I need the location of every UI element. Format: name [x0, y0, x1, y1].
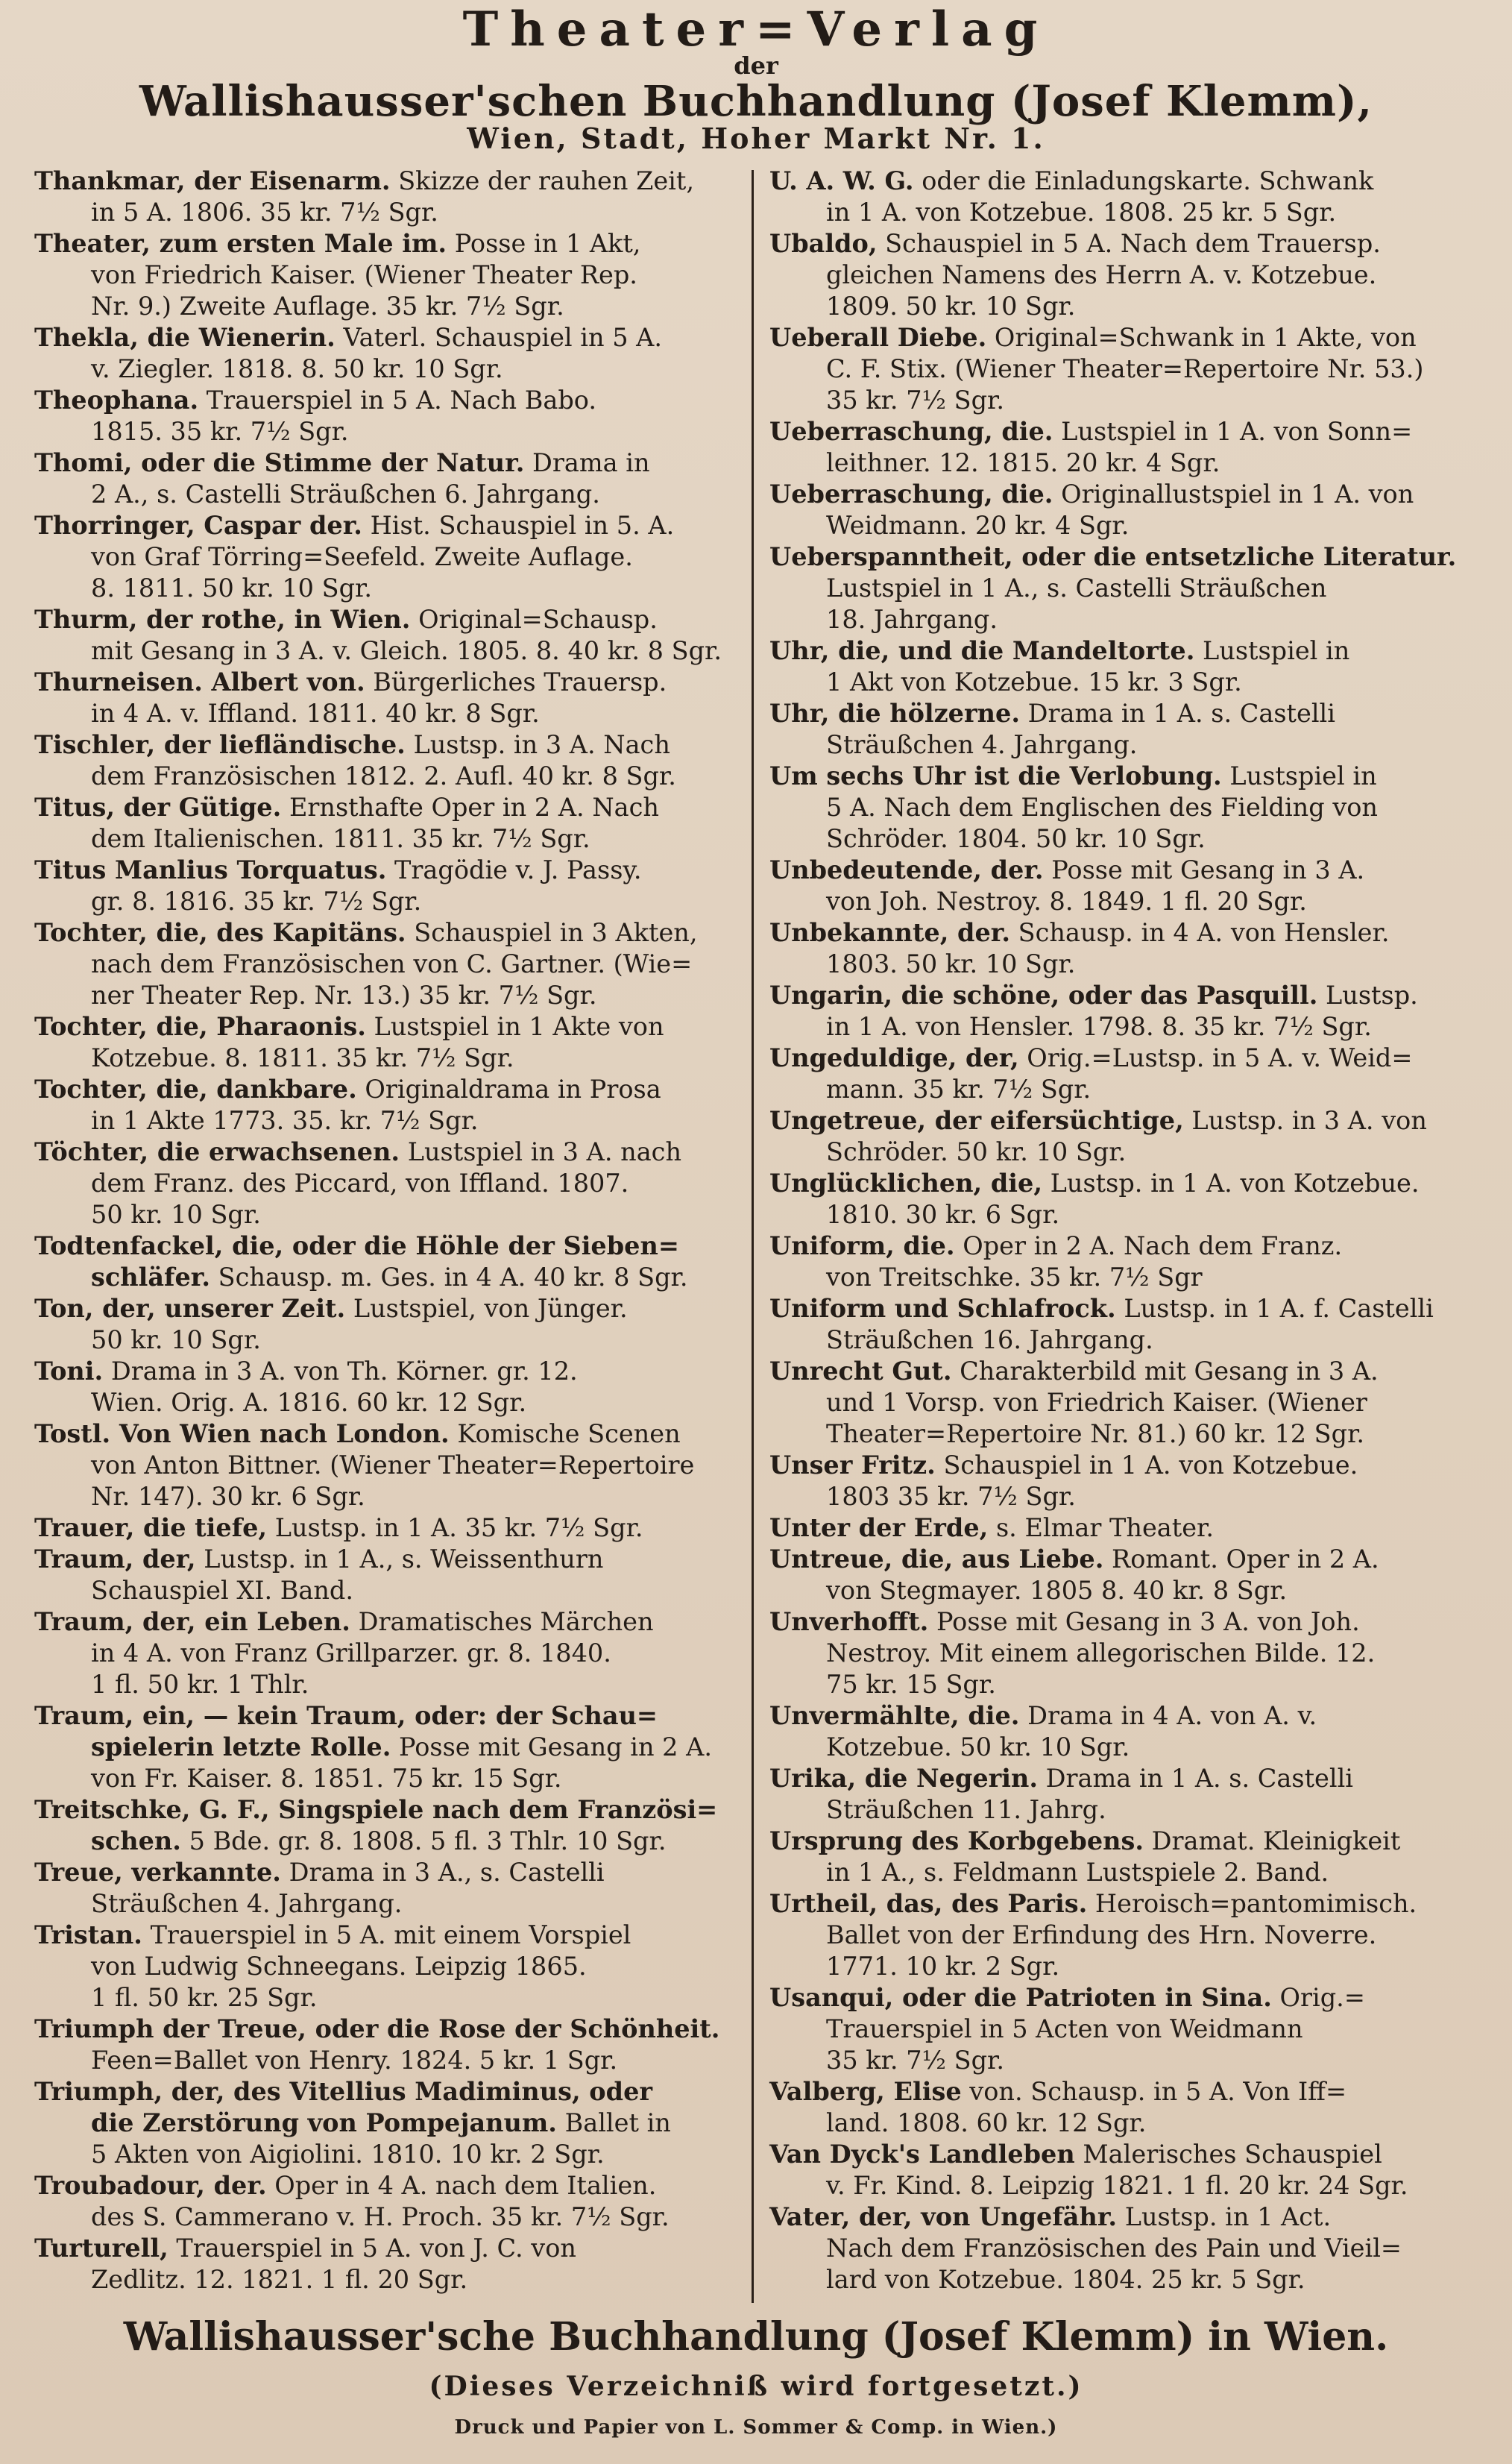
entry-title: Ungetreue, der eifersüchtige,	[769, 1106, 1184, 1135]
entry-details: Orig.= Trauerspiel in 5 Acten von Weidmann 35 kr. 7½ Sgr.	[826, 1983, 1365, 2075]
catalog-entry	[769, 2076, 1478, 2139]
catalog-entry	[34, 228, 741, 322]
entry-details: Lustspiel in 1 Akt von Kotzebue. 15 kr. 3 Sgr.	[826, 636, 1350, 697]
entry-title: Unrecht Gut.	[769, 1357, 952, 1386]
entry-title: Titus, der Gütige.	[34, 793, 282, 822]
column-divider	[752, 170, 754, 2303]
entry-details: Originallustspiel in 1 A. von Weidmann. 20 kr. 4 Sgr.	[826, 480, 1414, 540]
entry-details: Charakterbild mit Gesang in 3 A. und 1 Vorsp. von Friedrich Kaiser. (Wiener Theater=Repertoire Nr. 81.) 60 kr. 12 Sgr.	[826, 1357, 1379, 1448]
entry-title: Töchter, die erwachsenen.	[34, 1137, 400, 1166]
catalog-entry	[34, 166, 741, 228]
catalog-entry	[769, 1763, 1478, 1826]
entry-details: Drama in 1 A. s. Castelli Sträußchen 4. Jahrgang.	[826, 699, 1335, 759]
entry-details: 5 Bde. gr. 8. 1808. 5 fl. 3 Thlr. 10 Sgr.	[180, 1826, 667, 1855]
entry-details: Schausp. m. Ges. in 4 A. 40 kr. 8 Sgr.	[210, 1263, 688, 1292]
catalog-entry	[769, 1606, 1478, 1700]
catalog-entry	[34, 1857, 741, 1920]
catalog-entry	[34, 2233, 741, 2295]
entry-title: Unglücklichen, die,	[769, 1169, 1043, 1198]
entry-details: Lustsp. in 3 A. Nach dem Französischen 1812. 2. Aufl. 40 kr. 8 Sgr.	[91, 730, 676, 791]
entry-title: Thekla, die Wienerin.	[34, 323, 336, 352]
entry-title: Uhr, die, und die Mandeltorte.	[769, 636, 1195, 665]
entry-details: Komische Scenen von Anton Bittner. (Wiener Theater=Repertoire Nr. 147). 30 kr. 6 Sgr.	[91, 1419, 695, 1511]
catalog-entry	[769, 166, 1478, 228]
entry-title: U. A. W. G.	[769, 166, 914, 195]
entry-title: Tochter, die, des Kapitäns.	[34, 918, 406, 947]
catalog-entry	[769, 1700, 1478, 1763]
catalog-header	[34, 0, 1478, 155]
entry-details: Lustspiel in 3 A. nach dem Franz. des Piccard, von Iffland. 1807. 50 kr. 10 Sgr.	[91, 1137, 682, 1229]
catalog-entry	[769, 1293, 1478, 1356]
entry-title: Valberg, Elise	[769, 2077, 962, 2106]
catalog-entry	[769, 1356, 1478, 1450]
entry-title: Usanqui, oder die Patrioten in Sina.	[769, 1983, 1272, 2012]
catalog-columns	[34, 166, 1478, 2306]
entry-details: Posse mit Gesang in 2 A. von Fr. Kaiser. 8. 1851. 75 kr. 15 Sgr.	[91, 1732, 712, 1793]
entry-details: Posse mit Gesang in 3 A. von Joh. Nestroy. 8. 1849. 1 fl. 20 Sgr.	[826, 855, 1365, 916]
entry-details: Original=Schwank in 1 Akte, von C. F. Stix. (Wiener Theater=Repertoire Nr. 53.) 35 kr. 7½ Sgr.	[826, 323, 1424, 415]
catalog-entry	[34, 855, 741, 917]
entry-details: Drama in 2 A., s. Castelli Sträußchen 6. Jahrgang.	[91, 448, 650, 509]
entry-title: Ueberraschung, die.	[769, 417, 1053, 446]
catalog-entry	[34, 447, 741, 510]
entry-details: Dramat. Kleinigkeit in 1 A., s. Feldmann Lustspiele 2. Band.	[826, 1826, 1401, 1887]
entry-title: Trauer, die tiefe,	[34, 1513, 268, 1542]
entry-title: Unbekannte, der.	[769, 918, 1011, 947]
entry-title: Unverhofft.	[769, 1607, 929, 1636]
right-column	[756, 166, 1478, 2306]
entry-title: Treitschke, G. F., Singspiele nach dem Französi= schen.	[34, 1795, 718, 1855]
entry-title: Ubaldo,	[769, 229, 878, 258]
catalog-entry	[769, 761, 1478, 855]
catalog-entry	[34, 1920, 741, 2014]
entry-title: Thankmar, der Eisenarm.	[34, 166, 391, 195]
title-article: der	[734, 51, 778, 80]
entry-title: Theater, zum ersten Male im.	[34, 229, 447, 258]
catalog-entry	[769, 1512, 1478, 1544]
catalog-entry	[34, 1231, 741, 1293]
catalog-entry	[769, 322, 1478, 416]
entry-title: Urtheil, das, des Paris.	[769, 1889, 1088, 1918]
entry-title: Uhr, die hölzerne.	[769, 699, 1020, 728]
catalog-entry	[34, 1700, 741, 1794]
entry-title: Thurneisen. Albert von.	[34, 667, 365, 697]
entry-details: oder die Einladungskarte. Schwank in 1 A. von Kotzebue. 1808. 25 kr. 5 Sgr.	[826, 166, 1374, 227]
entry-title: Ungarin, die schöne, oder das Pasquill.	[769, 981, 1318, 1010]
entry-title: Unser Fritz.	[769, 1451, 936, 1480]
entry-details: Lustspiel in 5 A. Nach dem Englischen des Fielding von Schröder. 1804. 50 kr. 10 Sgr.	[826, 761, 1378, 853]
entry-title: Uniform und Schlafrock.	[769, 1294, 1116, 1323]
entry-title: Thorringer, Caspar der.	[34, 511, 362, 540]
entry-title: Van Dyck's Landleben	[769, 2140, 1075, 2169]
catalog-entry	[769, 1105, 1478, 1168]
catalog-entry	[34, 792, 741, 855]
catalog-entry	[769, 1888, 1478, 1982]
entry-title: Tischler, der liefländische.	[34, 730, 406, 759]
entry-details: Originaldrama in Prosa in 1 Akte 1773. 35. kr. 7½ Sgr.	[91, 1075, 661, 1135]
entry-title: Ton, der, unserer Zeit.	[34, 1294, 346, 1323]
entry-details: Oper in 4 A. nach dem Italien. des S. Cammerano v. H. Proch. 35 kr. 7½ Sgr.	[91, 2171, 670, 2231]
catalog-entry	[34, 729, 741, 792]
entry-details: Lustsp. in 1 A. von Hensler. 1798. 8. 35 kr. 7½ Sgr.	[826, 981, 1418, 1041]
entry-title: Uniform, die.	[769, 1231, 955, 1260]
entry-details: Orig.=Lustsp. in 5 A. v. Weid= mann. 35 kr. 7½ Sgr.	[826, 1043, 1413, 1104]
catalog-entry	[34, 510, 741, 604]
entry-title: Untreue, die, aus Liebe.	[769, 1544, 1104, 1574]
entry-details: Posse in 1 Akt, von Friedrich Kaiser. (Wiener Theater Rep. Nr. 9.) Zweite Auflage. 35 kr. 7½ Sgr.	[91, 229, 641, 321]
catalog-entry	[769, 1043, 1478, 1105]
entry-details: Posse mit Gesang in 3 A. von Joh. Nestroy. Mit einem allegorischen Bilde. 12. 75 kr. 15 Sgr.	[826, 1607, 1376, 1699]
footer-continued-note: (Dieses Verzeichniß wird fortgesetzt.)	[429, 2371, 1083, 2402]
entry-title: Tristan.	[34, 1920, 142, 1949]
catalog-entry	[34, 917, 741, 1011]
entry-title: Traum, ein, — kein Traum, oder: der Schau= spielerin letzte Rolle.	[34, 1701, 658, 1761]
publisher-title: Theater=Verlag	[462, 1, 1050, 57]
entry-details: Heroisch=pantomimisch. Ballet von der Erfindung des Hrn. Noverre. 1771. 10 kr. 2 Sgr.	[826, 1889, 1417, 1981]
entry-title: Titus Manlius Torquatus.	[34, 855, 387, 884]
entry-details: Lustsp. in 1 A. f. Castelli Sträußchen 16. Jahrgang.	[826, 1294, 1434, 1354]
catalog-entry	[34, 2076, 741, 2170]
catalog-entry	[769, 1982, 1478, 2076]
entry-details: Schauspiel in 3 Akten, nach dem Französischen von C. Gartner. (Wie= ner Theater Rep. Nr. 13.) 35 kr. 7½ Sgr.	[91, 918, 698, 1010]
entry-details: Romant. Oper in 2 A. von Stegmayer. 1805 8. 40 kr. 8 Sgr.	[826, 1544, 1379, 1605]
footer-firm: Wallishausser'sche Buchhandlung (Josef Klemm) in Wien.	[123, 2314, 1389, 2360]
entry-details: Lustspiel in 1 A. von Sonn= leithner. 12. 1815. 20 kr. 4 Sgr.	[826, 417, 1413, 477]
entry-title: Tochter, die, Pharaonis.	[34, 1012, 366, 1041]
catalog-entry	[34, 322, 741, 385]
catalog-entry	[769, 635, 1478, 698]
footer-printer: Druck und Papier von L. Sommer & Comp. in Wien.)	[454, 2416, 1058, 2439]
entry-title: Triumph, der, des Vitellius Madiminus, oder die Zerstörung von Pompejanum.	[34, 2077, 653, 2137]
catalog-entry	[769, 416, 1478, 479]
left-column	[34, 166, 756, 2306]
entry-title: Ursprung des Korbgebens.	[769, 1826, 1144, 1855]
entry-details: Trauerspiel in 5 A. Nach Babo. 1815. 35 kr. 7½ Sgr.	[91, 386, 597, 446]
catalog-entry	[34, 1137, 741, 1231]
entry-details: Skizze der rauhen Zeit, in 5 A. 1806. 35 kr. 7½ Sgr.	[91, 166, 694, 227]
entry-details: Lustspiel in 1 Akte von Kotzebue. 8. 1811. 35 kr. 7½ Sgr.	[91, 1012, 664, 1072]
entry-details: Lustsp. in 1 A. 35 kr. 7½ Sgr.	[267, 1513, 643, 1542]
catalog-entry	[769, 228, 1478, 322]
entry-details: Drama in 4 A. von A. v. Kotzebue. 50 kr. 10 Sgr.	[826, 1701, 1317, 1761]
entry-details: von. Schausp. in 5 A. Von Iff= land. 1808. 60 kr. 12 Sgr.	[826, 2077, 1347, 2137]
entry-title: Ueberraschung, die.	[769, 480, 1053, 509]
entry-title: Treue, verkannte.	[34, 1858, 281, 1887]
catalog-entry	[34, 1293, 741, 1356]
entry-details: Lustsp. in 1 A. von Kotzebue. 1810. 30 kr. 6 Sgr.	[826, 1169, 1420, 1229]
entry-title: Theophana.	[34, 386, 199, 415]
entry-title: Unbedeutende, der.	[769, 855, 1044, 884]
catalog-entry	[34, 385, 741, 447]
entry-details: Lustspiel in 1 A., s. Castelli Sträußchen 18. Jahrgang.	[826, 573, 1327, 634]
entry-title: Urika, die Negerin.	[769, 1764, 1039, 1793]
entry-title: Ungeduldige, der,	[769, 1043, 1019, 1072]
catalog-entry	[769, 980, 1478, 1043]
entry-title: Todtenfackel, die, oder die Höhle der Sieben= schläfer.	[34, 1231, 679, 1292]
catalog-entry	[769, 1544, 1478, 1606]
entry-title: Troubadour, der.	[34, 2171, 267, 2200]
catalog-entry	[769, 855, 1478, 917]
entry-details: Trauerspiel in 5 A. mit einem Vorspiel von Ludwig Schneegans. Leipzig 1865. 1 fl. 50 kr. 25 Sgr.	[91, 1920, 631, 2012]
entry-details: Original=Schausp. mit Gesang in 3 A. v. Gleich. 1805. 8. 40 kr. 8 Sgr.	[91, 605, 722, 665]
entry-details: Schauspiel in 5 A. Nach dem Trauersp. gleichen Namens des Herrn A. v. Kotzebue. 1809. 50 kr. 10 Sgr.	[826, 229, 1381, 321]
entry-details: Ernsthafte Oper in 2 A. Nach dem Italienischen. 1811. 35 kr. 7½ Sgr.	[91, 793, 659, 853]
firm-name: Wallishausser'schen Buchhandlung (Josef Klemm),	[139, 77, 1373, 126]
catalog-entry	[34, 667, 741, 729]
entry-title: Traum, der,	[34, 1544, 196, 1574]
catalog-entry	[34, 1544, 741, 1606]
entry-details: Drama in 3 A., s. Castelli Sträußchen 4. Jahrgang.	[91, 1858, 605, 1918]
catalog-entry	[34, 1606, 741, 1700]
catalog-entry	[34, 1074, 741, 1137]
catalog-entry	[34, 1512, 741, 1544]
entry-details: Malerisches Schauspiel v. Fr. Kind. 8. Leipzig 1821. 1 fl. 20 kr. 24 Sgr.	[826, 2140, 1408, 2200]
catalog-entry	[34, 1794, 741, 1857]
catalog-entry	[769, 698, 1478, 761]
entry-title: Unvermählte, die.	[769, 1701, 1020, 1730]
entry-title: Triumph der Treue, oder die Rose der Schönheit.	[34, 2014, 720, 2043]
catalog-entry	[769, 479, 1478, 541]
catalog-entry	[769, 2139, 1478, 2201]
catalog-entry	[769, 917, 1478, 980]
entry-details: Tragödie v. J. Passy. gr. 8. 1816. 35 kr. 7½ Sgr.	[91, 855, 642, 916]
entry-details: Ballet in 5 Akten von Aigiolini. 1810. 10 kr. 2 Sgr.	[91, 2108, 671, 2169]
entry-title: Thomi, oder die Stimme der Natur.	[34, 448, 525, 477]
catalog-entry	[34, 1418, 741, 1512]
entry-details: Hist. Schauspiel in 5. A. von Graf Törring=Seefeld. Zweite Auflage. 8. 1811. 50 kr. 10 Sgr.	[91, 511, 675, 603]
entry-details: Schausp. in 4 A. von Hensler. 1803. 50 kr. 10 Sgr.	[826, 918, 1390, 978]
catalog-entry	[34, 2170, 741, 2233]
entry-title: Ueberspanntheit, oder die entsetzliche Literatur.	[769, 542, 1457, 571]
catalog-entry	[769, 1168, 1478, 1231]
entry-title: Toni.	[34, 1357, 104, 1386]
entry-details: Schauspiel in 1 A. von Kotzebue. 1803 35 kr. 7½ Sgr.	[826, 1451, 1358, 1511]
catalog-entry	[34, 2014, 741, 2076]
firm-address: Wien, Stadt, Hoher Markt Nr. 1.	[467, 122, 1045, 155]
catalog-entry	[769, 1450, 1478, 1512]
entry-details: Drama in 1 A. s. Castelli Sträußchen 11. Jahrg.	[826, 1764, 1354, 1824]
catalog-entry	[34, 604, 741, 667]
entry-details: Feen=Ballet von Henry. 1824. 5 kr. 1 Sgr.	[91, 2046, 618, 2075]
entry-details: Drama in 3 A. von Th. Körner. gr. 12. Wien. Orig. A. 1816. 60 kr. 12 Sgr.	[91, 1357, 578, 1417]
entry-details: Vaterl. Schauspiel in 5 A. v. Ziegler. 1818. 8. 50 kr. 10 Sgr.	[91, 323, 663, 383]
entry-title: Unter der Erde,	[769, 1513, 989, 1542]
entry-details: Lustsp. in 1 A., s. Weissenthurn Schauspiel XI. Band.	[91, 1544, 604, 1605]
entry-title: Vater, der, von Ungefähr.	[769, 2202, 1118, 2231]
entry-title: Tostl. Von Wien nach London.	[34, 1419, 450, 1448]
entry-details: Oper in 2 A. Nach dem Franz. von Treitschke. 35 kr. 7½ Sgr	[826, 1231, 1343, 1292]
catalog-entry	[769, 541, 1478, 635]
catalog-entry	[34, 1356, 741, 1418]
entry-title: Tochter, die, dankbare.	[34, 1075, 357, 1104]
catalog-entry	[769, 1826, 1478, 1888]
entry-title: Ueberall Diebe.	[769, 323, 987, 352]
entry-details: s. Elmar Theater.	[988, 1513, 1215, 1542]
entry-details: Lustspiel, von Jünger. 50 kr. 10 Sgr.	[91, 1294, 628, 1354]
entry-details: Lustsp. in 3 A. von Schröder. 50 kr. 10 Sgr.	[826, 1106, 1427, 1166]
entry-title: Um sechs Uhr ist die Verlobung.	[769, 761, 1222, 791]
catalog-entry	[34, 1011, 741, 1074]
catalog-entry	[769, 1231, 1478, 1293]
entry-details: Lustsp. in 1 Act. Nach dem Französischen des Pain und Vieil= lard von Kotzebue. 1804. 25 kr. 5 Sgr.	[826, 2202, 1402, 2294]
entry-title: Traum, der, ein Leben.	[34, 1607, 350, 1636]
entry-title: Thurm, der rothe, in Wien.	[34, 605, 411, 634]
entry-details: Bürgerliches Trauersp. in 4 A. v. Iffland. 1811. 40 kr. 8 Sgr.	[91, 667, 667, 728]
catalog-entry	[769, 2201, 1478, 2295]
entry-details: Trauerspiel in 5 A. von J. C. von Zedlitz. 12. 1821. 1 fl. 20 Sgr.	[91, 2234, 576, 2294]
entry-details: Dramatisches Märchen in 4 A. von Franz Grillparzer. gr. 8. 1840. 1 fl. 50 kr. 1 Thlr.	[91, 1607, 654, 1699]
entry-title: Turturell,	[34, 2234, 168, 2263]
